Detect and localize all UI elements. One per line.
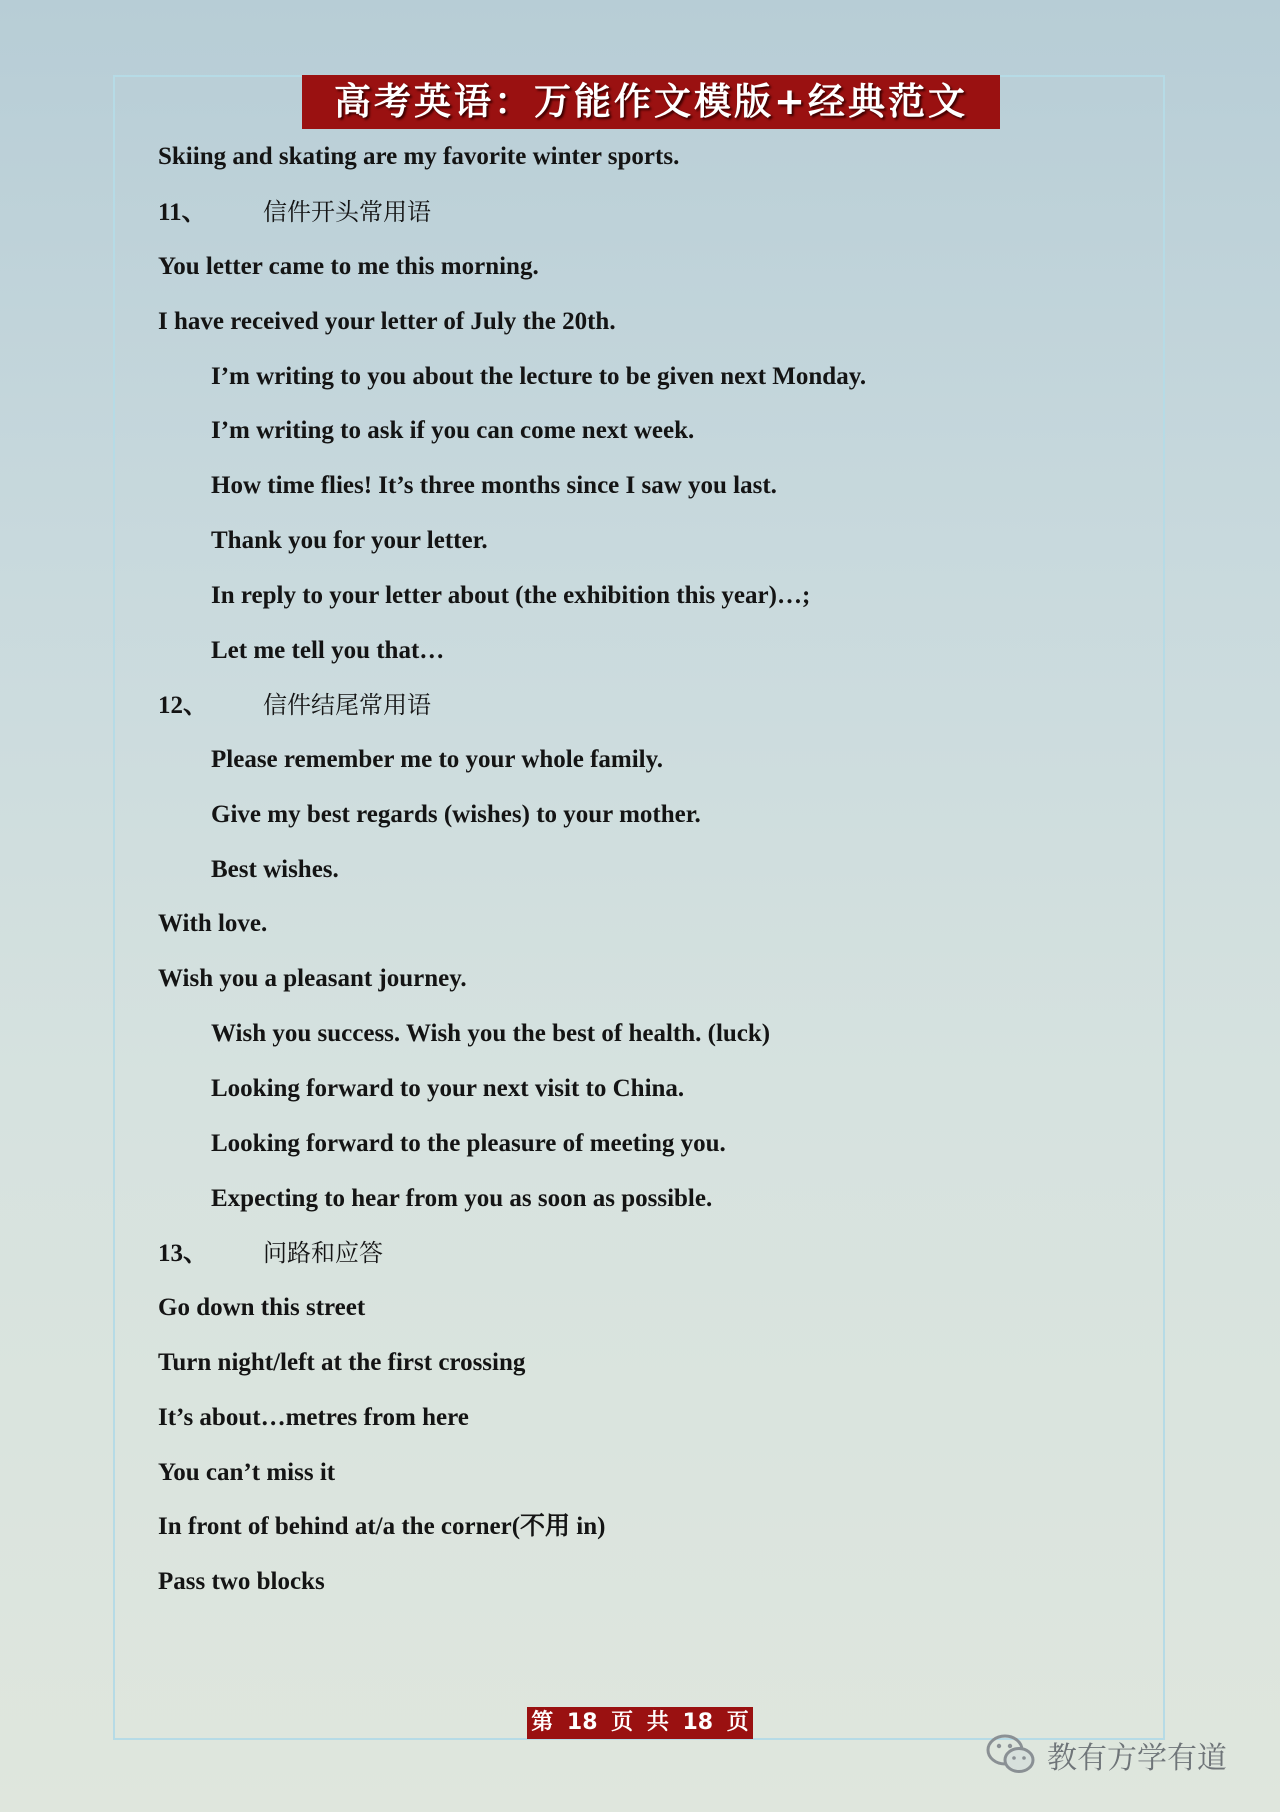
text-line: It’s about…metres from here [158,1404,469,1431]
section-title: 问路和应答 [263,1239,383,1267]
text-line: Go down this street [158,1294,366,1321]
text-line: Pass two blocks [158,1568,325,1595]
section-heading-13 [158,1236,383,1270]
text-line: I have received your letter of July the 20th. [158,308,616,335]
text-line: Expecting to hear from you as soon as possible. [211,1185,713,1212]
text-line: With love. [158,910,268,937]
page-title: 高考英语：万能作文模版+经典范文 [302,75,1000,129]
text-line: Skiing and skating are my favorite winter sports. [158,143,680,170]
text-line: Looking forward to the pleasure of meeting you. [211,1130,726,1157]
section-number: 13、 [158,1240,209,1267]
text-line: Give my best regards (wishes) to your mother. [211,801,701,828]
text-line: You can’t miss it [158,1459,336,1486]
section-heading-12 [158,688,431,722]
text-line: Wish you a pleasant journey. [158,965,467,992]
text-line: How time flies! It’s three months since I saw you last. [211,472,777,499]
page-number: 第 18 页 共 18 页 [527,1707,753,1739]
text-line: Best wishes. [211,856,339,883]
wechat-icon [985,1733,1037,1777]
text-line: In front of behind at/a the corner(不用 in) [158,1513,606,1540]
section-title: 信件开头常用语 [263,198,431,226]
text-line: I’m writing to ask if you can come next week. [211,417,695,444]
section-heading-11 [158,195,431,229]
section-number: 11、 [158,199,207,226]
text-line: Wish you success. Wish you the best of health. (luck) [211,1020,771,1047]
section-number: 12、 [158,692,209,719]
text-line: Looking forward to your next visit to China. [211,1075,685,1102]
text-line: I’m writing to you about the lecture to be given next Monday. [211,363,867,390]
text-line: You letter came to me this morning. [158,253,539,280]
text-line: In reply to your letter about (the exhibition this year)…; [211,582,811,609]
text-line: Let me tell you that… [211,637,445,664]
text-line: Thank you for your letter. [211,527,488,554]
watermark [985,1730,1227,1780]
text-line: Turn night/left at the first crossing [158,1349,526,1376]
watermark-text: 教有方学有道 [1047,1741,1227,1776]
text-line: Please remember me to your whole family. [211,746,663,773]
section-title: 信件结尾常用语 [263,691,431,719]
